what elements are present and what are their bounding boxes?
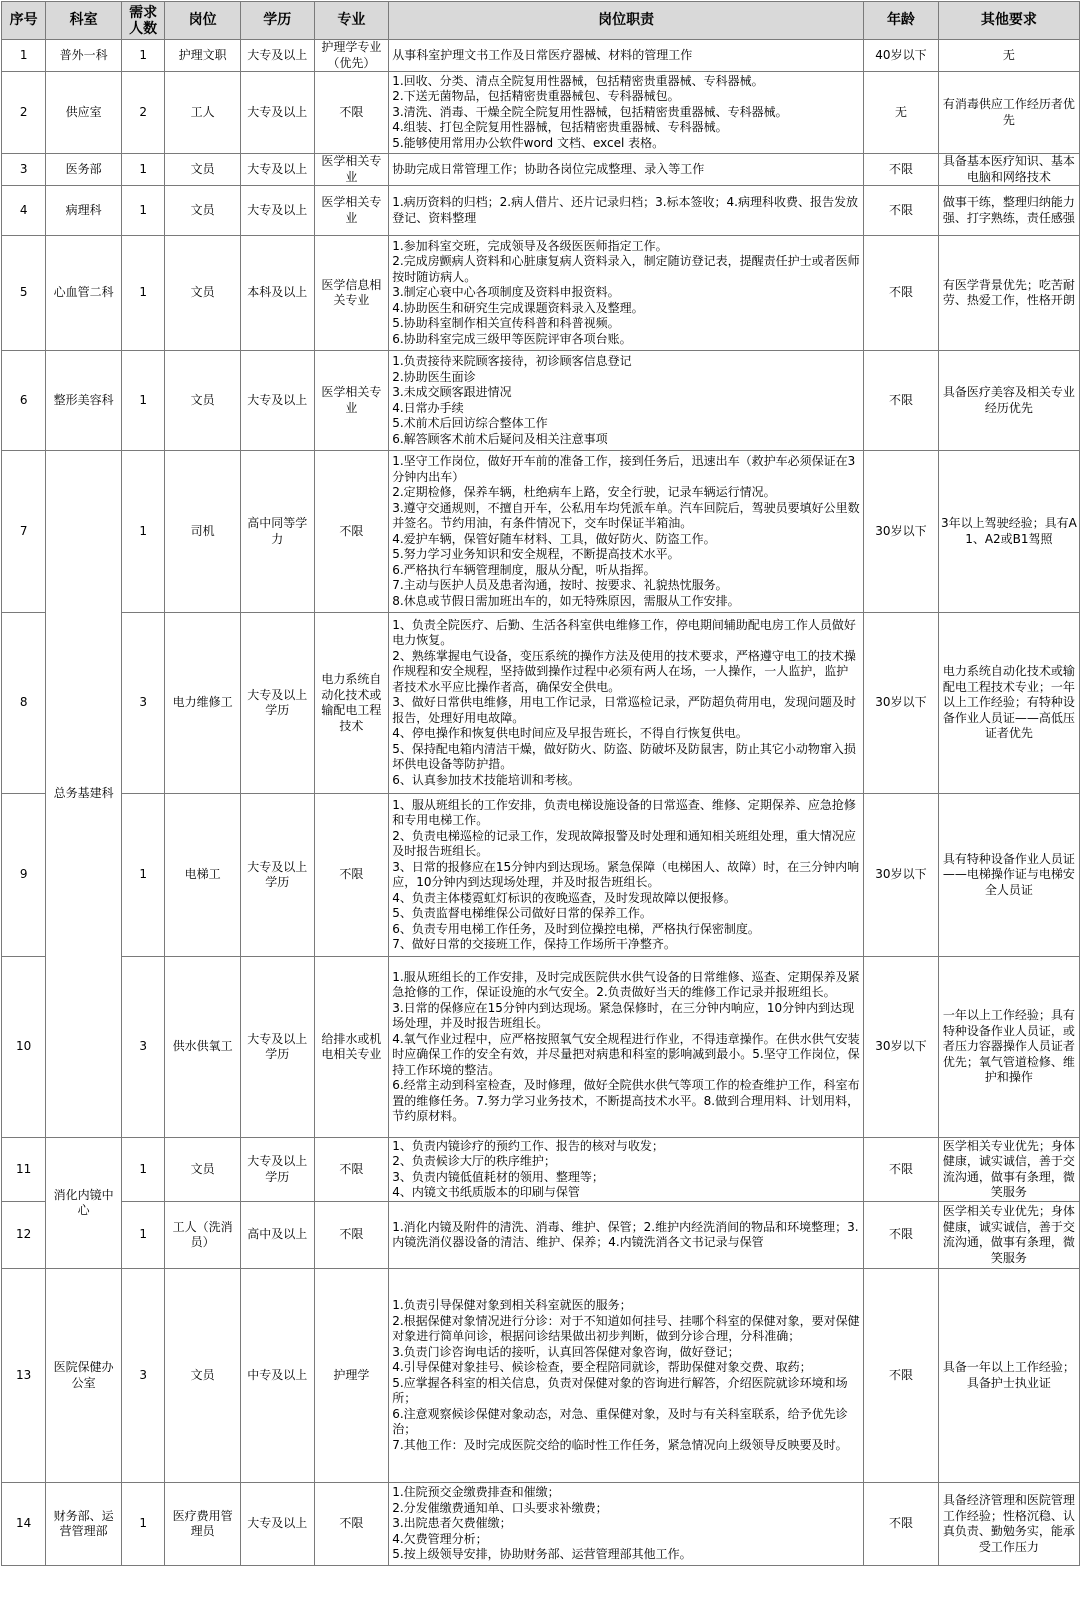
- cell-post: 供水供氧工: [165, 957, 241, 1138]
- cell-post: 工人: [165, 72, 241, 154]
- cell-seq: 4: [2, 186, 46, 236]
- table-row: [2, 154, 1080, 186]
- duty-item: 1.回收、分类、清点全院复用性器械，包括精密贵重器械、专科器械。: [392, 73, 764, 88]
- cell-major: 医学相关专业: [314, 154, 389, 186]
- duty-item: 1.参加科室交班，完成领导及各级医医师指定工作。: [392, 238, 668, 253]
- duty-item: 5、保持配电箱内清洁干燥，做好防火、防盗、防破坏及防鼠害，防止其它小动物窜入损坏供电设备等防护措。: [392, 741, 856, 772]
- table-row: [2, 40, 1080, 72]
- duty-item: 5.能够使用常用办公软件word 文档、excel 表格。: [392, 135, 665, 150]
- duty-item: 2、熟练掌握电气设备，变压系统的操作方法及使用的技术要求，严格遵守电工的技术操作规程和安全规程，坚持做到操作过程中必须有两人在场，一人操作，一人监护，监护者技术水平应比操作者高，确保安全供电。: [392, 648, 856, 694]
- duty-item: 4、停电操作和恢复供电时间应及早报告班长，不得自行恢复供电。: [392, 726, 748, 741]
- cell-age: 无: [864, 72, 939, 154]
- cell-edu: 大专及以上: [240, 40, 314, 72]
- duty-item: 2.定期检修，保养车辆，杜绝病车上路，安全行驶，记录车辆运行情况。: [392, 485, 776, 499]
- cell-edu: 大专及以上学历: [240, 794, 314, 957]
- table-row: [2, 72, 1080, 154]
- duty-item: 1.病历资料的归档；2.病人借片、还片记录归档；3.标本签收；4.病理科收费、报告发放登记、资料整理: [392, 195, 858, 225]
- duty-item: 4.氧气作业过程中，应严格按照氧气安全规程进行作业，不得违章操作。在供水供气安装时应确保工作的安全有效，并尽量把对病患和科室的影响减到最小。5.坚守工作岗位，保持工作环境的整洁。: [392, 1031, 860, 1077]
- table-row: [2, 451, 1080, 613]
- duty-item: 6.协助科室完成三级甲等医院评审各项台账。: [392, 331, 632, 346]
- header-duty: 岗位职责: [389, 2, 864, 40]
- cell-duty: [389, 1202, 864, 1269]
- cell-edu: 大专及以上学历: [240, 957, 314, 1138]
- header-edu: 学历: [240, 2, 314, 40]
- cell-post: 文员: [165, 1138, 241, 1202]
- cell-major: 不限: [314, 1483, 389, 1566]
- duty-item: 1.消化内镜及附件的清洗、消毒、维护、保管；2.维护内经洗消间的物品和环境整理；3.内镜洗消仪器设备的清洁、维护、保养；4.内镜洗消各文书记录与保管: [392, 1219, 859, 1249]
- cell-other: 具有特种设备作业人员证——电梯操作证与电梯安全人员证: [938, 794, 1079, 957]
- cell-edu: 大专及以上: [240, 154, 314, 186]
- duty-item: 3.制定心衰中心各项制度及资料申报资料。: [392, 285, 620, 300]
- cell-seq: 13: [2, 1269, 46, 1483]
- cell-major: 不限: [314, 1202, 389, 1269]
- cell-count: 1: [121, 236, 164, 351]
- table-row: [2, 1202, 1080, 1269]
- cell-age: 不限: [864, 1483, 939, 1566]
- cell-seq: 11: [2, 1138, 46, 1202]
- cell-major: 医学相关专业: [314, 351, 389, 451]
- cell-dept: 供应室: [46, 72, 122, 154]
- cell-duty: [389, 351, 864, 451]
- cell-post: 文员: [165, 186, 241, 236]
- duty-item: 1、负责全院医疗、后勤、生活各科室供电维修工作，停电期间辅助配电房工作人员做好电力恢复。: [392, 617, 856, 648]
- cell-count: 3: [121, 957, 164, 1138]
- duty-item: 2、负责候诊大厅的秩序维护；: [392, 1154, 556, 1168]
- duty-item: 7、做好日常的交接班工作，保持工作场所干净整齐。: [392, 937, 676, 951]
- duty-item: 3、日常的报修应在15分钟内到达现场。紧急保障（电梯困人、故障）时，在三分钟内响应，10分钟内到达现场处理，并及时报告班组长。: [392, 859, 860, 889]
- cell-other: 一年以上工作经验；具有特种设备作业人员证，或者压力容器操作人员证者优先；氧气管道检修、维护和操作: [938, 957, 1079, 1138]
- header-other: 其他要求: [938, 2, 1079, 40]
- cell-count: 1: [121, 794, 164, 957]
- cell-other: 具备经济管理和医院管理工作经验；性格沉稳、认真负责、勤勉务实，能承受工作压力: [938, 1483, 1079, 1566]
- header-major: 专业: [314, 2, 389, 40]
- cell-edu: 大专及以上学历: [240, 613, 314, 794]
- cell-other: 医学相关专业优先；身体健康，诚实诚信，善于交流沟通，做事有条理，微笑服务: [938, 1138, 1079, 1202]
- duty-item: 1.负责接待来院顾客接待，初诊顾客信息登记: [392, 354, 632, 368]
- cell-seq: 5: [2, 236, 46, 351]
- cell-post: 护理文职: [165, 40, 241, 72]
- duty-item: 3、负责内镜低值耗材的领用、整理等；: [392, 1169, 604, 1184]
- cell-seq: 7: [2, 451, 46, 613]
- duty-item: 5.努力学习业务知识和安全规程，不断提高技术水平。: [392, 547, 680, 561]
- duty-item: 6.注意观察候诊保健对象动态，对急、重保健对象，及时与有关科室联系，给予优先诊治；: [392, 1406, 848, 1436]
- cell-other: 电力系统自动化技术或输配电工程技术专业；一年以上工作经验；有特种设备作业人员证——高低压证者优先: [938, 613, 1079, 794]
- duty-item: 3.日常的保修应在15分钟内到达现场。紧急保修时，在三分钟内响应，10分钟内到达现场处理，并及时报告班组长。: [392, 1000, 855, 1030]
- header-dept: 科室: [46, 2, 122, 40]
- cell-count: 3: [121, 613, 164, 794]
- cell-age: 不限: [864, 186, 939, 236]
- cell-major: 护理学专业（优先）: [314, 40, 389, 72]
- cell-other: 医学相关专业优先；身体健康，诚实诚信，善于交流沟通，做事有条理，微笑服务: [938, 1202, 1079, 1269]
- cell-duty: [389, 154, 864, 186]
- cell-duty: [389, 1269, 864, 1483]
- cell-age: 不限: [864, 236, 939, 351]
- cell-edu: 大专及以上: [240, 72, 314, 154]
- cell-dept: 病理科: [46, 186, 122, 236]
- cell-dept: 医务部: [46, 154, 122, 186]
- cell-other: 做事干练，整理归纳能力强、打字熟练，责任感强: [938, 186, 1079, 236]
- duty-item: 2.协助医生面诊: [392, 369, 476, 384]
- duty-item: 3.清洗、消毒、干燥全院全院复用性器械，包括精密贵重器械、专科器械。: [392, 104, 788, 119]
- cell-count: 2: [121, 72, 164, 154]
- cell-count: 1: [121, 1483, 164, 1566]
- cell-dept: 消化内镜中心: [46, 1138, 122, 1269]
- table-row: [2, 236, 1080, 351]
- cell-major: 医学信息相关专业: [314, 236, 389, 351]
- cell-age: 不限: [864, 154, 939, 186]
- cell-post: 工人（洗消员）: [165, 1202, 241, 1269]
- duty-item: 协助完成日常管理工作；协助各岗位完成整理、录入等工作: [392, 161, 705, 176]
- cell-major: 不限: [314, 794, 389, 957]
- cell-age: 30岁以下: [864, 794, 939, 957]
- cell-post: 文员: [165, 154, 241, 186]
- cell-major: 给排水或机电相关专业: [314, 957, 389, 1138]
- header-age: 年龄: [864, 2, 939, 40]
- cell-count: 1: [121, 351, 164, 451]
- duty-item: 1.负责引导保健对象到相关科室就医的服务；: [392, 1298, 632, 1312]
- cell-major: 医学相关专业: [314, 186, 389, 236]
- duty-item: 6.解答顾客术前术后疑问及相关注意事项: [392, 431, 608, 446]
- duty-item: 1.坚守工作岗位，做好开车前的准备工作，接到任务后，迅速出车（救护车必须保证在3分钟内出车）: [392, 454, 856, 484]
- table-row: [2, 957, 1080, 1138]
- cell-seq: 2: [2, 72, 46, 154]
- recruitment-table: [1, 1, 1080, 1566]
- table-row: [2, 1269, 1080, 1483]
- duty-item: 4.组装、打包全院复用性器械，包括精密贵重器械、专科器械。: [392, 120, 728, 135]
- duty-item: 5、负责监督电梯维保公司做好日常的保养工作。: [392, 906, 652, 920]
- cell-edu: 大专及以上: [240, 186, 314, 236]
- cell-edu: 高中及以上: [240, 1202, 314, 1269]
- duty-item: 6.经常主动到科室检查，及时修理，做好全院供水供气等项工作的检查维护工作，科室布置的维修任务。7.努力学习业务技术，不断提高技术水平。8.做到合理用料、计划用料，节约原材料。: [392, 1078, 860, 1123]
- duty-item: 6、认真参加技术技能培训和考核。: [392, 772, 580, 787]
- cell-seq: 1: [2, 40, 46, 72]
- table-row: [2, 1138, 1080, 1202]
- duty-item: 2.分发催缴费通知单、口头要求补缴费；: [392, 1500, 608, 1515]
- duty-item: 6.严格执行车辆管理制度，服从分配，听从指挥。: [392, 562, 656, 577]
- cell-edu: 高中同等学力: [240, 451, 314, 613]
- duty-item: 4.爱护车辆，保管好随车材料、工具，做好防火、防盗工作。: [392, 531, 716, 546]
- duty-item: 4.日常办手续: [392, 400, 464, 415]
- cell-post: 医疗费用管理员: [165, 1483, 241, 1566]
- cell-duty: [389, 40, 864, 72]
- cell-seq: 10: [2, 957, 46, 1138]
- cell-dept: 财务部、运营管理部: [46, 1483, 122, 1566]
- header-seq: 序号: [2, 2, 46, 40]
- duty-item: 4.协助医生和研究生完成课题资料录入及整理。: [392, 300, 644, 315]
- duty-item: 4、负责主体楼霓虹灯标识的夜晚巡查，及时发现故障以便报修。: [392, 890, 736, 905]
- duty-item: 7.其他工作：及时完成医院交给的临时性工作任务，紧急情况向上级领导反映要及时。: [392, 1437, 848, 1452]
- cell-seq: 12: [2, 1202, 46, 1269]
- duty-item: 8.休息或节假日需加班出车的，如无特殊原因，需服从工作安排。: [392, 593, 740, 608]
- duty-item: 4.欠费管理分析；: [392, 1531, 488, 1546]
- cell-count: 1: [121, 1202, 164, 1269]
- duty-item: 7.主动与医护人员及患者沟通，按时、按要求、礼貌热忱服务。: [392, 578, 728, 592]
- cell-edu: 大专及以上: [240, 1483, 314, 1566]
- cell-post: 文员: [165, 236, 241, 351]
- cell-major: 不限: [314, 1138, 389, 1202]
- cell-age: 30岁以下: [864, 451, 939, 613]
- duty-item: 1、服从班组长的工作安排，负责电梯设施设备的日常巡查、维修、定期保养、应急抢修和专用电梯工作。: [392, 797, 856, 827]
- duty-item: 2.根据保健对象情况进行分诊：对于不知道如何挂号、挂哪个科室的保健对象，要对保健对象进行简单问诊，根据问诊结果做出初步判断，做到分诊合理，分科准确；: [392, 1313, 860, 1343]
- cell-duty: [389, 1138, 864, 1202]
- cell-major: 电力系统自动化技术或输配电工程技术: [314, 613, 389, 794]
- cell-age: 30岁以下: [864, 957, 939, 1138]
- cell-seq: 8: [2, 613, 46, 794]
- cell-count: 1: [121, 40, 164, 72]
- cell-other: 具备一年以上工作经验；具备护士执业证: [938, 1269, 1079, 1483]
- duty-item: 2、负责电梯巡检的记录工作，发现故障报警及时处理和通知相关班组处理，重大情况应及时报告班组长。: [392, 828, 856, 858]
- cell-age: 不限: [864, 1138, 939, 1202]
- cell-other: 3年以上驾驶经验；具有A1、A2或B1驾照: [938, 451, 1079, 613]
- duty-item: 1、负责内镜诊疗的预约工作、报告的核对与收发；: [392, 1138, 664, 1153]
- cell-age: 不限: [864, 1269, 939, 1483]
- duty-item: 3.未成交顾客跟进情况: [392, 385, 512, 399]
- cell-major: 不限: [314, 72, 389, 154]
- cell-edu: 大专及以上: [240, 351, 314, 451]
- duty-item: 3.遵守交通规则，不擅自开车，公私用车均凭派车单。汽车回院后，驾驶员要填好公里数并签名。节约用油，有条件情况下，交车时保证半箱油。: [392, 500, 860, 530]
- cell-age: 不限: [864, 351, 939, 451]
- cell-seq: 6: [2, 351, 46, 451]
- cell-count: 1: [121, 154, 164, 186]
- duty-item: 5.术前术后回访综合整体工作: [392, 416, 548, 430]
- cell-seq: 3: [2, 154, 46, 186]
- cell-edu: 本科及以上: [240, 236, 314, 351]
- cell-dept: 医院保健办公室: [46, 1269, 122, 1483]
- cell-post: 文员: [165, 351, 241, 451]
- table-row: [2, 186, 1080, 236]
- cell-count: 1: [121, 1138, 164, 1202]
- cell-other: 有医学背景优先；吃苦耐劳、热爱工作，性格开朗: [938, 236, 1079, 351]
- cell-post: 司机: [165, 451, 241, 613]
- header-row: [2, 2, 1080, 40]
- cell-duty: [389, 451, 864, 613]
- cell-count: 1: [121, 186, 164, 236]
- duty-item: 6、负责专用电梯工作任务，及时到位操控电梯，严格执行保密制度。: [392, 921, 760, 936]
- table-row: [2, 351, 1080, 451]
- cell-edu: 大专及以上学历: [240, 1138, 314, 1202]
- cell-duty: [389, 1483, 864, 1566]
- cell-duty: [389, 72, 864, 154]
- duty-item: 从事科室护理文书工作及日常医疗器械、材料的管理工作: [392, 47, 693, 62]
- cell-count: 3: [121, 1269, 164, 1483]
- table-row: [2, 613, 1080, 794]
- cell-duty: [389, 236, 864, 351]
- duty-item: 3、做好日常供电维修，用电工作记录，日常巡检记录，严防超负荷用电，发现问题及时报告，处理好用电故障。: [392, 695, 856, 725]
- cell-dept: 总务基建科: [46, 451, 122, 1138]
- table-body: [2, 40, 1080, 1566]
- table-row: [2, 1483, 1080, 1566]
- cell-dept: 心血管二科: [46, 236, 122, 351]
- cell-other: 具备基本医疗知识、基本电脑和网络技术: [938, 154, 1079, 186]
- duty-item: 5.应掌握各科室的相关信息，负责对保健对象的咨询进行解答，介绍医院就诊环境和场所；: [392, 1375, 848, 1405]
- header-post: 岗位: [165, 2, 241, 40]
- cell-edu: 中专及以上: [240, 1269, 314, 1483]
- duty-item: 4、内镜文书纸质版本的印刷与保管: [392, 1185, 580, 1199]
- cell-seq: 9: [2, 794, 46, 957]
- cell-other: 无: [938, 40, 1079, 72]
- duty-item: 5.协助科室制作相关宣传科普和科普视频。: [392, 316, 620, 331]
- duty-item: 1.服从班组长的工作安排，及时完成医院供水供气设备的日常维修、巡查、定期保养及紧急抢修的工作，保证设施的水气安全。2.负责做好当天的维修工作记录并报班组长。: [392, 969, 860, 999]
- duty-item: 5.按上级领导安排，协助财务部、运营管理部其他工作。: [392, 1547, 692, 1562]
- table-row: [2, 794, 1080, 957]
- duty-item: 2.下送无菌物品，包括精密贵重器械包、专科器械包。: [392, 89, 680, 104]
- duty-item: 1.住院预交金缴费排查和催缴；: [392, 1485, 560, 1500]
- cell-age: 40岁以下: [864, 40, 939, 72]
- cell-post: 电力维修工: [165, 613, 241, 794]
- cell-duty: [389, 613, 864, 794]
- duty-item: 2.完成房颤病人资料和心脏康复病人资料录入，制定随访登记表，提醒责任护士或者医师按时随访病人。: [392, 254, 860, 284]
- cell-post: 电梯工: [165, 794, 241, 957]
- cell-post: 文员: [165, 1269, 241, 1483]
- cell-age: 30岁以下: [864, 613, 939, 794]
- duty-item: 4.引导保健对象挂号、候诊检查，要全程陪同就诊，帮助保健对象交费、取药；: [392, 1360, 812, 1374]
- cell-duty: [389, 186, 864, 236]
- cell-age: 不限: [864, 1202, 939, 1269]
- duty-item: 3.负责门诊咨询电话的接听，认真回答保健对象咨询，做好登记；: [392, 1344, 740, 1359]
- cell-major: 护理学: [314, 1269, 389, 1483]
- cell-dept: 普外一科: [46, 40, 122, 72]
- duty-item: 3.出院患者欠费催缴；: [392, 1516, 512, 1531]
- header-count: 需求人数: [121, 2, 164, 40]
- cell-seq: 14: [2, 1483, 46, 1566]
- cell-other: 有消毒供应工作经历者优先: [938, 72, 1079, 154]
- cell-duty: [389, 957, 864, 1138]
- cell-major: 不限: [314, 451, 389, 613]
- cell-dept: 整形美容科: [46, 351, 122, 451]
- cell-duty: [389, 794, 864, 957]
- cell-count: 1: [121, 451, 164, 613]
- cell-other: 具备医疗美容及相关专业经历优先: [938, 351, 1079, 451]
